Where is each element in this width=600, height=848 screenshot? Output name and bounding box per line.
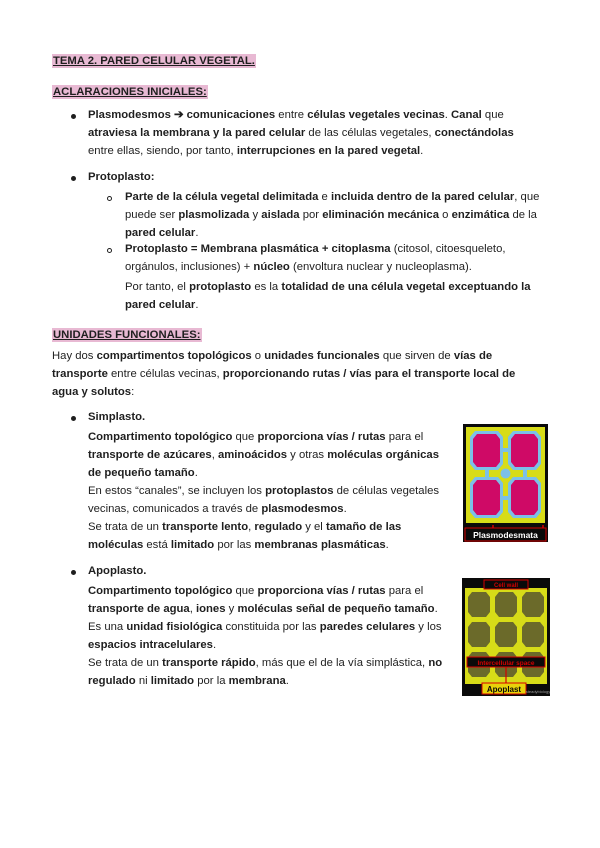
- bullet-icon: [71, 570, 76, 575]
- cell-octagon: [495, 622, 517, 647]
- section-heading-aclaraciones: ACLARACIONES INICIALES:: [53, 86, 207, 98]
- protoplasto-sub-1: Parte de la célula vegetal delimitada e incluida dentro de la pared celular, que puede ser plasmolizada y aislada por eliminación mecánica o enzimática de la pared celular.: [125, 191, 540, 239]
- figure-label: Plasmodesmata: [473, 530, 538, 540]
- simplasto-p3: Se trata de un transporte lento, regulado y el tamaño de las moléculas está limitado por las membranas plasmáticas.: [88, 521, 402, 551]
- cell-octagon: [508, 477, 541, 518]
- cell-octagon: [522, 622, 544, 647]
- bullet-icon: [71, 176, 76, 181]
- figure-mid-label: Intercellular space: [477, 660, 535, 667]
- protoplasto-sub-2: Protoplasto = Membrana plasmática + citoplasma (citosol, citoesqueleto, orgánulos, inclusiones) + núcleo (envoltura nuclear y nucleoplasma).: [125, 243, 506, 273]
- plasmodesma-channel: [523, 468, 527, 479]
- unidades-intro: Hay dos compartimentos topológicos o unidades funcionales que sirven de vías de transporte entre células vecinas, proporcionando rutas / vías para el transporte local de agua y solutos:: [52, 350, 516, 398]
- section-heading-unidades: UNIDADES FUNCIONALES:: [53, 329, 201, 341]
- circle-bullet-icon: [107, 248, 112, 253]
- apoplasto-p2: Es una unidad fisiológica constituida por las paredes celulares y los espacios intracelulares.: [88, 621, 442, 651]
- figure-label: Apoplast: [486, 685, 522, 694]
- plasmodesma-channel: [501, 448, 510, 452]
- protoplasto-label: Protoplasto:: [88, 171, 155, 183]
- cell-octagon: [470, 431, 503, 470]
- simplasto-p1: Compartimento topológico que proporciona vías / rutas para el transporte de azúcares, aminoácidos y otras moléculas orgánicas de pequeño tamaño.: [88, 431, 439, 479]
- page-title: TEMA 2. PARED CELULAR VEGETAL.: [53, 55, 255, 67]
- cell-octagon: [508, 431, 541, 470]
- bullet-icon: [71, 114, 76, 119]
- cell-octagon: [470, 477, 503, 518]
- figure-credit: steadybiology: [525, 689, 550, 694]
- simplasto-label: Simplasto.: [88, 411, 146, 423]
- plasmodesmos-item: Plasmodesmos ➔ comunicaciones entre células vegetales vecinas. Canal que atraviesa la membrana y la pared celular de las células vegetales, conectándolas entre ellas, siendo, por tanto, interrupciones en la pared vegetal.: [88, 109, 514, 157]
- plasmodesma-channel: [501, 469, 511, 479]
- circle-bullet-icon: [107, 196, 112, 201]
- cell-octagon: [495, 592, 517, 617]
- bullet-icon: [71, 416, 76, 421]
- protoplasto-sub-3: Por tanto, el protoplasto es la totalidad de una célula vegetal exceptuando la pared celular.: [125, 281, 531, 311]
- cell-octagon: [468, 622, 490, 647]
- plasmodesma-channel: [485, 468, 489, 479]
- plasmodesmata-figure: [463, 424, 548, 542]
- apoplasto-p1: Compartimento topológico que proporciona vías / rutas para el transporte de agua, iones y moléculas señal de pequeño tamaño.: [88, 585, 438, 615]
- apoplasto-p3: Se trata de un transporte rápido, más que el de la vía simplástica, no regulado ni limitado por la membrana.: [88, 657, 443, 687]
- apoplasto-label: Apoplasto.: [88, 565, 147, 577]
- plasmodesma-channel: [501, 496, 510, 500]
- figure-top-label: Cell wall: [493, 583, 519, 589]
- cell-octagon: [468, 592, 490, 617]
- simplasto-p2: En estos “canales”, se incluyen los protoplastos de células vegetales vecinas, comunicados a través de plasmodesmos.: [88, 485, 440, 515]
- apoplast-figure: [462, 578, 550, 696]
- cell-octagon: [522, 592, 544, 617]
